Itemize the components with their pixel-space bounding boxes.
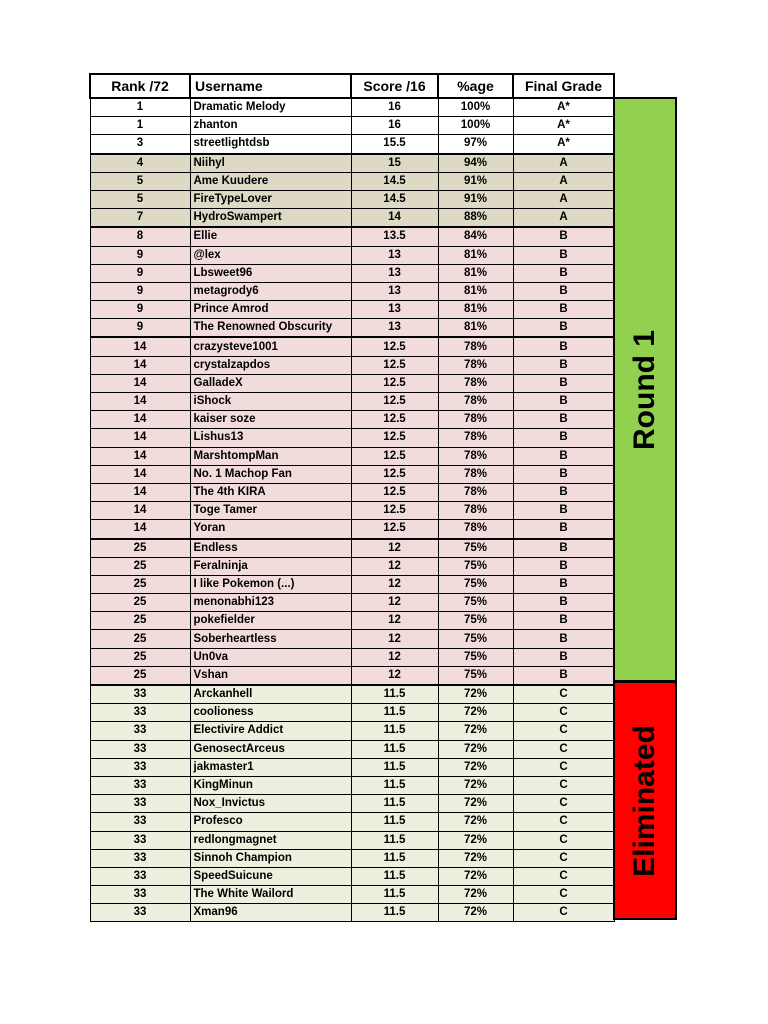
score-cell: 12.5 — [351, 374, 438, 392]
grade-cell: B — [513, 227, 614, 246]
percentage-cell: 75% — [438, 666, 513, 685]
username-cell: HydroSwampert — [190, 209, 351, 228]
rank-cell: 7 — [90, 209, 190, 228]
rank-cell: 14 — [90, 483, 190, 501]
username-cell: Dramatic Melody — [190, 98, 351, 117]
table-row — [90, 411, 614, 429]
rank-cell: 14 — [90, 356, 190, 374]
rank-cell: 14 — [90, 502, 190, 520]
username-cell: pokefielder — [190, 612, 351, 630]
score-cell: 12.5 — [351, 337, 438, 356]
rank-cell: 1 — [90, 98, 190, 117]
results-body — [90, 98, 614, 922]
score-cell: 11.5 — [351, 685, 438, 704]
rank-cell: 33 — [90, 867, 190, 885]
table-row — [90, 264, 614, 282]
table-row — [90, 776, 614, 794]
rank-cell: 9 — [90, 264, 190, 282]
table-row — [90, 117, 614, 135]
percentage-cell: 78% — [438, 502, 513, 520]
rank-cell: 33 — [90, 740, 190, 758]
rank-cell: 14 — [90, 337, 190, 356]
table-row — [90, 666, 614, 685]
score-cell: 12.5 — [351, 465, 438, 483]
rank-cell: 25 — [90, 575, 190, 593]
table-row — [90, 282, 614, 300]
score-cell: 11.5 — [351, 904, 438, 922]
grade-cell: B — [513, 356, 614, 374]
score-cell: 12.5 — [351, 447, 438, 465]
table-row — [90, 612, 614, 630]
score-cell: 11.5 — [351, 722, 438, 740]
grade-cell: B — [513, 393, 614, 411]
percentage-cell: 78% — [438, 337, 513, 356]
username-cell: KingMinun — [190, 776, 351, 794]
grade-cell: B — [513, 411, 614, 429]
grade-cell: C — [513, 704, 614, 722]
percentage-cell: 78% — [438, 374, 513, 392]
score-cell: 12 — [351, 630, 438, 648]
username-cell: Ame Kuudere — [190, 172, 351, 190]
percentage-cell: 75% — [438, 575, 513, 593]
percentage-cell: 72% — [438, 831, 513, 849]
table-row — [90, 904, 614, 922]
percentage-cell: 91% — [438, 172, 513, 190]
grade-cell: A — [513, 154, 614, 173]
percentage-cell: 100% — [438, 98, 513, 117]
rank-cell: 33 — [90, 722, 190, 740]
table-row — [90, 539, 614, 558]
percentage-cell: 72% — [438, 758, 513, 776]
username-cell: Prince Amrod — [190, 301, 351, 319]
percentage-cell: 97% — [438, 135, 513, 154]
percentage-cell: 72% — [438, 685, 513, 704]
username-cell: @lex — [190, 246, 351, 264]
percentage-cell: 81% — [438, 246, 513, 264]
grade-cell: B — [513, 502, 614, 520]
username-cell: Electivire Addict — [190, 722, 351, 740]
rank-cell: 33 — [90, 849, 190, 867]
username-cell: Nox_Invictus — [190, 795, 351, 813]
percentage-cell: 78% — [438, 465, 513, 483]
grade-cell: C — [513, 831, 614, 849]
grade-cell: B — [513, 594, 614, 612]
table-row — [90, 575, 614, 593]
rank-cell: 4 — [90, 154, 190, 173]
score-cell: 11.5 — [351, 849, 438, 867]
rank-cell: 14 — [90, 447, 190, 465]
header-row — [90, 74, 614, 98]
username-cell: Endless — [190, 539, 351, 558]
grade-cell: B — [513, 575, 614, 593]
rank-cell: 9 — [90, 282, 190, 300]
percentage-cell: 81% — [438, 282, 513, 300]
percentage-cell: 78% — [438, 411, 513, 429]
username-cell: Vshan — [190, 666, 351, 685]
table-row — [90, 849, 614, 867]
username-cell: redlongmagnet — [190, 831, 351, 849]
table-row — [90, 393, 614, 411]
percentage-cell: 88% — [438, 209, 513, 228]
table-row — [90, 374, 614, 392]
percentage-cell: 72% — [438, 813, 513, 831]
score-cell: 11.5 — [351, 813, 438, 831]
username-cell: No. 1 Machop Fan — [190, 465, 351, 483]
table-row — [90, 813, 614, 831]
rank-cell: 33 — [90, 685, 190, 704]
username-cell: coolioness — [190, 704, 351, 722]
percentage-cell: 72% — [438, 776, 513, 794]
username-cell: Arckanhell — [190, 685, 351, 704]
grade-cell: C — [513, 685, 614, 704]
table-row — [90, 209, 614, 228]
table-row — [90, 465, 614, 483]
score-cell: 12 — [351, 575, 438, 593]
table-row — [90, 630, 614, 648]
percentage-cell: 81% — [438, 301, 513, 319]
rank-cell: 14 — [90, 393, 190, 411]
percentage-cell: 72% — [438, 795, 513, 813]
grade-cell: C — [513, 795, 614, 813]
grade-cell: C — [513, 776, 614, 794]
username-cell: GalladeX — [190, 374, 351, 392]
username-cell: The Renowned Obscurity — [190, 319, 351, 338]
table-row — [90, 831, 614, 849]
score-cell: 12.5 — [351, 483, 438, 501]
percentage-header: %age — [438, 74, 513, 98]
rank-header: Rank /72 — [90, 74, 190, 98]
grade-cell: B — [513, 612, 614, 630]
table-row — [90, 429, 614, 447]
grade-cell: B — [513, 666, 614, 685]
score-cell: 12.5 — [351, 502, 438, 520]
username-cell: The White Wailord — [190, 886, 351, 904]
username-cell: Xman96 — [190, 904, 351, 922]
score-cell: 13.5 — [351, 227, 438, 246]
username-cell: FireTypeLover — [190, 190, 351, 208]
username-cell: Lishus13 — [190, 429, 351, 447]
grade-cell: A* — [513, 98, 614, 117]
score-cell: 11.5 — [351, 795, 438, 813]
rank-cell: 33 — [90, 795, 190, 813]
percentage-cell: 72% — [438, 722, 513, 740]
username-cell: Sinnoh Champion — [190, 849, 351, 867]
percentage-cell: 81% — [438, 319, 513, 338]
score-cell: 12.5 — [351, 429, 438, 447]
grade-cell: C — [513, 867, 614, 885]
percentage-cell: 75% — [438, 557, 513, 575]
percentage-cell: 81% — [438, 264, 513, 282]
percentage-cell: 72% — [438, 886, 513, 904]
score-cell: 12 — [351, 666, 438, 685]
username-cell: Un0va — [190, 648, 351, 666]
username-cell: GenosectArceus — [190, 740, 351, 758]
percentage-cell: 72% — [438, 849, 513, 867]
rank-cell: 25 — [90, 666, 190, 685]
score-cell: 14.5 — [351, 190, 438, 208]
table-row — [90, 704, 614, 722]
rank-cell: 33 — [90, 904, 190, 922]
username-cell: Lbsweet96 — [190, 264, 351, 282]
table-row — [90, 886, 614, 904]
score-cell: 13 — [351, 246, 438, 264]
grade-cell: B — [513, 630, 614, 648]
rank-cell: 14 — [90, 520, 190, 539]
grade-cell: A* — [513, 135, 614, 154]
score-cell: 11.5 — [351, 776, 438, 794]
score-cell: 12 — [351, 648, 438, 666]
table-row — [90, 356, 614, 374]
rank-cell: 5 — [90, 190, 190, 208]
grade-cell: B — [513, 282, 614, 300]
percentage-cell: 72% — [438, 904, 513, 922]
rank-cell: 33 — [90, 813, 190, 831]
table-row — [90, 758, 614, 776]
username-cell: zhanton — [190, 117, 351, 135]
table-row — [90, 227, 614, 246]
percentage-cell: 75% — [438, 630, 513, 648]
rank-cell: 1 — [90, 117, 190, 135]
grade-cell: C — [513, 722, 614, 740]
score-cell: 12.5 — [351, 356, 438, 374]
round-1-label: Round 1 — [628, 329, 661, 450]
round-1-band — [613, 97, 677, 682]
score-cell: 12 — [351, 557, 438, 575]
username-cell: SpeedSuicune — [190, 867, 351, 885]
grade-cell: A — [513, 209, 614, 228]
grade-cell: B — [513, 429, 614, 447]
grade-cell: A* — [513, 117, 614, 135]
percentage-cell: 72% — [438, 867, 513, 885]
rank-cell: 3 — [90, 135, 190, 154]
table-row — [90, 685, 614, 704]
grade-cell: B — [513, 465, 614, 483]
rank-cell: 25 — [90, 539, 190, 558]
score-cell: 15.5 — [351, 135, 438, 154]
percentage-cell: 75% — [438, 594, 513, 612]
percentage-cell: 84% — [438, 227, 513, 246]
score-cell: 12.5 — [351, 393, 438, 411]
rank-cell: 25 — [90, 648, 190, 666]
percentage-cell: 75% — [438, 539, 513, 558]
score-cell: 11.5 — [351, 867, 438, 885]
score-cell: 11.5 — [351, 704, 438, 722]
grade-cell: B — [513, 539, 614, 558]
grade-cell: C — [513, 758, 614, 776]
grade-cell: B — [513, 264, 614, 282]
table-row — [90, 190, 614, 208]
table-row — [90, 648, 614, 666]
score-cell: 13 — [351, 319, 438, 338]
table-row — [90, 520, 614, 539]
grade-cell: B — [513, 319, 614, 338]
username-cell: Soberheartless — [190, 630, 351, 648]
rank-cell: 9 — [90, 301, 190, 319]
table-row — [90, 722, 614, 740]
table-row — [90, 867, 614, 885]
score-cell: 12.5 — [351, 520, 438, 539]
grade-cell: B — [513, 301, 614, 319]
final-grade-header: Final Grade — [513, 74, 614, 98]
rank-cell: 33 — [90, 776, 190, 794]
rank-cell: 14 — [90, 429, 190, 447]
rank-cell: 33 — [90, 886, 190, 904]
percentage-cell: 75% — [438, 648, 513, 666]
score-cell: 15 — [351, 154, 438, 173]
percentage-cell: 78% — [438, 429, 513, 447]
percentage-cell: 100% — [438, 117, 513, 135]
username-cell: jakmaster1 — [190, 758, 351, 776]
score-header: Score /16 — [351, 74, 438, 98]
percentage-cell: 78% — [438, 447, 513, 465]
grade-cell: B — [513, 337, 614, 356]
username-cell: Ellie — [190, 227, 351, 246]
rank-cell: 25 — [90, 594, 190, 612]
score-cell: 16 — [351, 98, 438, 117]
rank-cell: 14 — [90, 411, 190, 429]
username-cell: Feralninja — [190, 557, 351, 575]
percentage-cell: 72% — [438, 704, 513, 722]
grade-cell: B — [513, 648, 614, 666]
score-cell: 11.5 — [351, 758, 438, 776]
rank-cell: 33 — [90, 831, 190, 849]
percentage-cell: 78% — [438, 393, 513, 411]
rank-cell: 5 — [90, 172, 190, 190]
percentage-cell: 78% — [438, 356, 513, 374]
username-cell: Niihyl — [190, 154, 351, 173]
grade-cell: B — [513, 447, 614, 465]
percentage-cell: 78% — [438, 483, 513, 501]
grade-cell: C — [513, 740, 614, 758]
username-cell: Profesco — [190, 813, 351, 831]
table-row — [90, 447, 614, 465]
eliminated-band — [613, 681, 677, 920]
table-row — [90, 301, 614, 319]
score-cell: 11.5 — [351, 831, 438, 849]
percentage-cell: 75% — [438, 612, 513, 630]
username-cell: crystalzapdos — [190, 356, 351, 374]
grade-cell: B — [513, 520, 614, 539]
eliminated-label: Eliminated — [628, 724, 662, 877]
table-row — [90, 557, 614, 575]
grade-cell: B — [513, 483, 614, 501]
rank-cell: 25 — [90, 612, 190, 630]
grade-cell: C — [513, 904, 614, 922]
score-cell: 14.5 — [351, 172, 438, 190]
table-row — [90, 594, 614, 612]
score-cell: 12 — [351, 539, 438, 558]
table-row — [90, 740, 614, 758]
grade-cell: B — [513, 557, 614, 575]
username-cell: crazysteve1001 — [190, 337, 351, 356]
score-cell: 13 — [351, 282, 438, 300]
rank-cell: 14 — [90, 465, 190, 483]
percentage-cell: 94% — [438, 154, 513, 173]
grade-cell: C — [513, 813, 614, 831]
grade-cell: B — [513, 246, 614, 264]
username-cell: I like Pokemon (...) — [190, 575, 351, 593]
rank-cell: 14 — [90, 374, 190, 392]
score-cell: 12 — [351, 594, 438, 612]
grade-cell: A — [513, 190, 614, 208]
score-cell: 13 — [351, 301, 438, 319]
score-cell: 11.5 — [351, 740, 438, 758]
username-cell: kaiser soze — [190, 411, 351, 429]
score-cell: 11.5 — [351, 886, 438, 904]
score-cell: 13 — [351, 264, 438, 282]
grade-cell: C — [513, 886, 614, 904]
rank-cell: 8 — [90, 227, 190, 246]
table-row — [90, 172, 614, 190]
percentage-cell: 78% — [438, 520, 513, 539]
table-row — [90, 502, 614, 520]
rank-cell: 9 — [90, 319, 190, 338]
score-cell: 12.5 — [351, 411, 438, 429]
username-cell: MarshtompMan — [190, 447, 351, 465]
score-cell: 12 — [351, 612, 438, 630]
grade-cell: C — [513, 849, 614, 867]
grade-cell: A — [513, 172, 614, 190]
username-cell: Yoran — [190, 520, 351, 539]
table-row — [90, 319, 614, 338]
username-header: Username — [190, 74, 351, 98]
username-cell: The 4th KIRA — [190, 483, 351, 501]
rank-cell: 33 — [90, 758, 190, 776]
table-row — [90, 483, 614, 501]
score-cell: 16 — [351, 117, 438, 135]
results-table — [89, 73, 615, 922]
username-cell: iShock — [190, 393, 351, 411]
username-cell: metagrody6 — [190, 282, 351, 300]
table-row — [90, 135, 614, 154]
percentage-cell: 72% — [438, 740, 513, 758]
rank-cell: 25 — [90, 557, 190, 575]
rank-cell: 25 — [90, 630, 190, 648]
table-row — [90, 98, 614, 117]
rank-cell: 9 — [90, 246, 190, 264]
results-sheet — [89, 73, 615, 922]
percentage-cell: 91% — [438, 190, 513, 208]
table-row — [90, 246, 614, 264]
username-cell: streetlightdsb — [190, 135, 351, 154]
rank-cell: 33 — [90, 704, 190, 722]
table-row — [90, 337, 614, 356]
score-cell: 14 — [351, 209, 438, 228]
grade-cell: B — [513, 374, 614, 392]
table-row — [90, 154, 614, 173]
table-row — [90, 795, 614, 813]
username-cell: Toge Tamer — [190, 502, 351, 520]
username-cell: menonabhi123 — [190, 594, 351, 612]
